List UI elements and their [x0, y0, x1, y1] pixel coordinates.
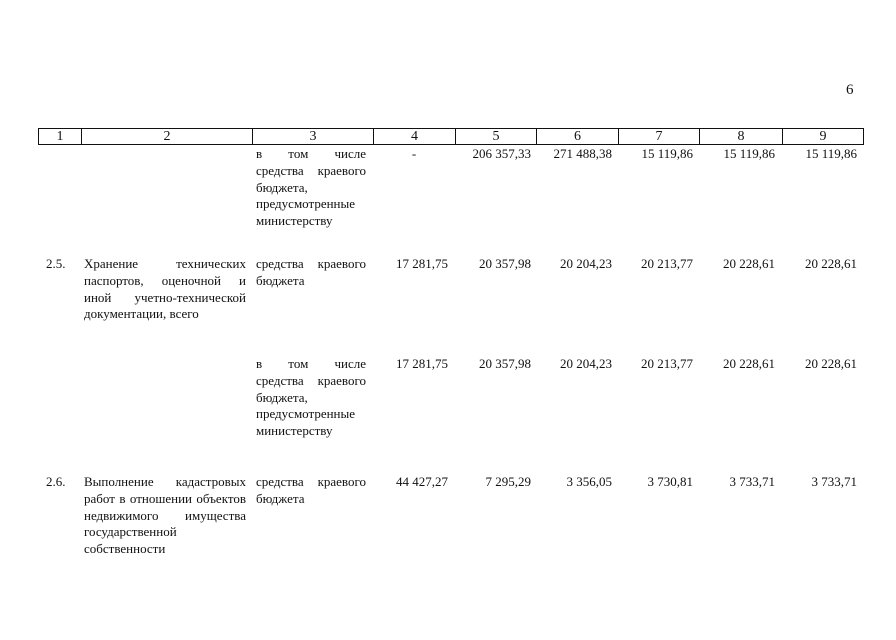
value-col-7: 20 213,77 — [641, 256, 693, 271]
column-number-header — [38, 128, 864, 145]
value-col-6: 20 204,23 — [560, 356, 612, 371]
value-col-5: 20 357,98 — [479, 256, 531, 271]
funding-source: средства краевого бюджета — [256, 256, 366, 288]
value-col-4: 17 281,75 — [396, 256, 448, 271]
funding-source: в том числе средства краевого бюджета, предусмотренные министерству — [256, 146, 366, 229]
value-col-9: 3 733,71 — [811, 474, 857, 489]
value-col-9: 20 228,61 — [805, 356, 857, 371]
value-col-6: 3 356,05 — [566, 474, 612, 489]
value-col-9: 15 119,86 — [805, 146, 857, 161]
row-number: 2.6. — [46, 474, 66, 489]
value-col-4: - — [411, 146, 417, 161]
value-col-9: 20 228,61 — [805, 256, 857, 271]
value-col-8: 3 733,71 — [729, 474, 775, 489]
header-col-5: 5 — [456, 129, 537, 145]
value-col-5: 7 295,29 — [485, 474, 531, 489]
value-col-5: 206 357,33 — [472, 146, 531, 161]
value-col-7: 20 213,77 — [641, 356, 693, 371]
value-col-4: 44 427,27 — [396, 474, 448, 489]
value-col-6: 271 488,38 — [553, 146, 612, 161]
header-col-3: 3 — [253, 129, 374, 145]
header-col-8: 8 — [700, 129, 783, 145]
value-col-6: 20 204,23 — [560, 256, 612, 271]
header-col-6: 6 — [537, 129, 619, 145]
row-name: Выполнение кадастровых работ в отношении объектов недвижимого имущества государственной собственности — [84, 474, 246, 557]
header-col-7: 7 — [619, 129, 700, 145]
funding-source: в том числе средства краевого бюджета, предусмотренные министерству — [256, 356, 366, 439]
funding-source: средства краевого бюджета — [256, 474, 366, 506]
header-col-1: 1 — [39, 129, 82, 145]
value-col-4: 17 281,75 — [396, 356, 448, 371]
value-col-7: 3 730,81 — [647, 474, 693, 489]
value-col-8: 20 228,61 — [723, 356, 775, 371]
row-number: 2.5. — [46, 256, 66, 271]
value-col-5: 20 357,98 — [479, 356, 531, 371]
row-name: Хранение технических паспортов, оценочной и иной учетно-технической документации, всего — [84, 256, 246, 322]
header-col-2: 2 — [82, 129, 253, 145]
value-col-7: 15 119,86 — [641, 146, 693, 161]
page-number: 6 — [846, 82, 854, 98]
value-col-8: 20 228,61 — [723, 256, 775, 271]
header-col-9: 9 — [783, 129, 864, 145]
header-col-4: 4 — [374, 129, 456, 145]
value-col-8: 15 119,86 — [723, 146, 775, 161]
